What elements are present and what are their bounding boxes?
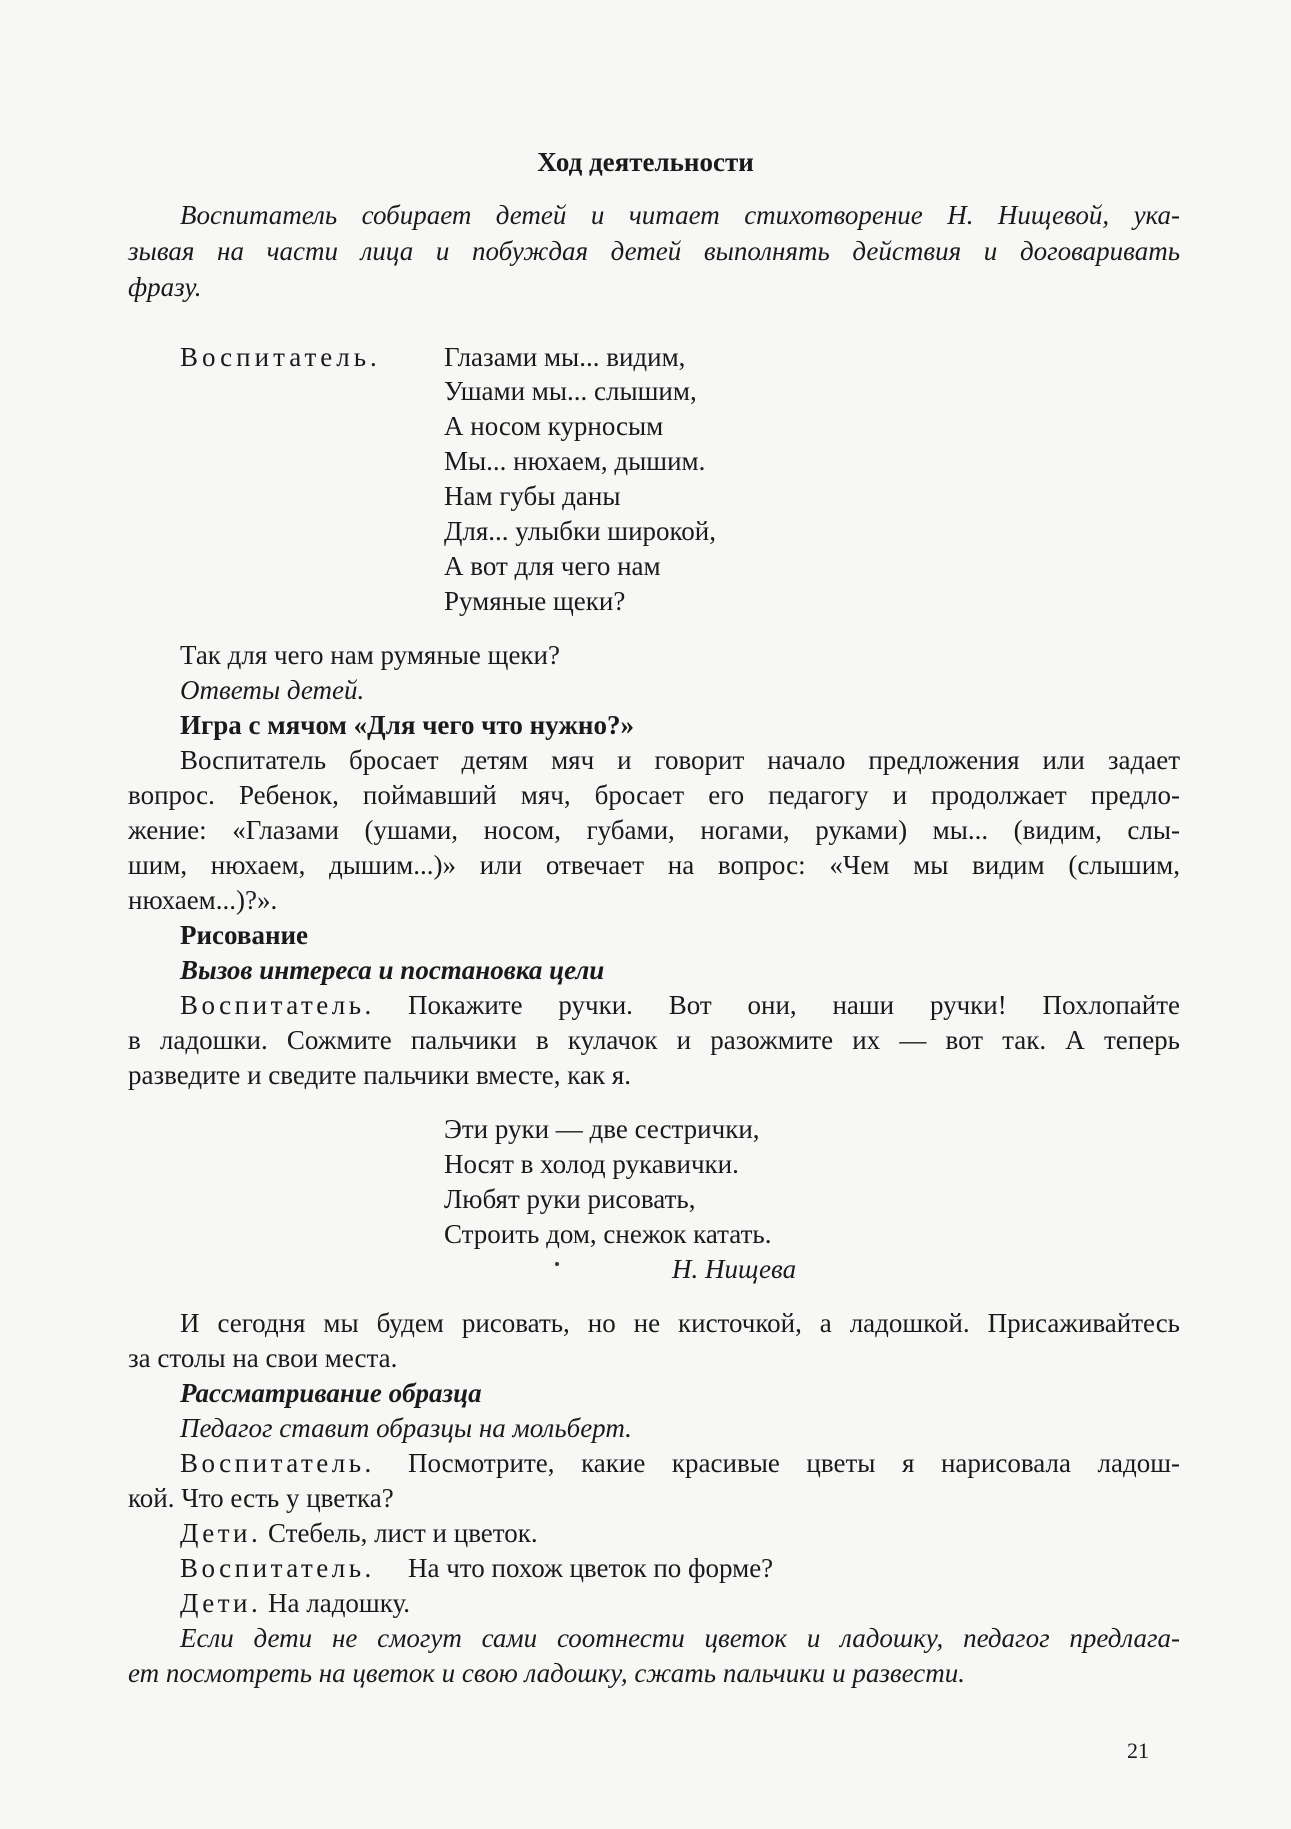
page-title: Ход деятельности — [537, 147, 754, 177]
intro-line-3: фразу. — [128, 272, 202, 302]
interest-text-line: разведите и сведите пальчики вместе, как я. — [128, 1060, 631, 1090]
poem1-line: Ушами мы... слышим, — [444, 376, 697, 406]
interest-text-line: в ладошки. Сожмите пальчики в кулачок и разожмите их — вот так. А теперь — [128, 1025, 1180, 1055]
today-text-line: И сегодня мы будем рисовать, но не кисточкой, а ладошкой. Присаживайтесь — [180, 1308, 1180, 1338]
answers-note: Ответы детей. — [180, 675, 365, 705]
sample-title: Рассматривание образца — [180, 1378, 482, 1408]
game-text-line: жение: «Глазами (ушами, носом, губами, ногами, руками) мы... (видим, слы- — [128, 815, 1180, 845]
interest-speaker: Воспитатель. — [180, 990, 375, 1020]
sample-note: Педагог ставит образцы на мольберт. — [180, 1413, 632, 1443]
interest-title: Вызов интереса и постановка цели — [180, 955, 605, 985]
poem1-line: А носом курносым — [444, 411, 664, 441]
drawing-title: Рисование — [180, 920, 309, 950]
question-text: Так для чего нам румяные щеки? — [180, 640, 560, 670]
poem2-line: Строить дом, снежок катать. — [444, 1219, 772, 1249]
poem2-line: Эти руки — две сестрички, — [444, 1114, 760, 1144]
dialogue-teacher-line: кой. Что есть у цветка? — [128, 1483, 394, 1513]
today-text-line: за столы на свои места. — [128, 1343, 398, 1373]
dialogue-teacher-line: На что похож цветок по форме? — [408, 1553, 774, 1583]
dialogue-teacher-line: Посмотрите, какие красивые цветы я нарисовала ладош- — [408, 1448, 1180, 1478]
game-text-line: шим, нюхаем, дышим...)» или отвечает на вопрос: «Чем мы видим (слышим, — [128, 850, 1180, 880]
final-note-line: ет посмотреть на цветок и свою ладошку, сжать пальчики и развести. — [128, 1658, 965, 1688]
poem2-line: Любят руки рисовать, — [444, 1184, 696, 1214]
dialogue-children-label: Дети. — [180, 1588, 262, 1618]
page-number: 21 — [1127, 1738, 1149, 1763]
poem2-author: Н. Нищева — [672, 1254, 797, 1284]
dialogue-teacher-label: Воспитатель. — [180, 1553, 375, 1583]
game-text-line: вопрос. Ребенок, поймавший мяч, бросает его педагогу и продолжает предло- — [128, 780, 1180, 810]
final-note-line: Если дети не смогут сами соотнести цветок и ладошку, педагог предлага- — [180, 1623, 1180, 1653]
dialogue-children-label: Дети. — [180, 1518, 262, 1548]
dialogue-children-line: Стебель, лист и цветок. — [268, 1518, 538, 1548]
poem1-line: Мы... нюхаем, дышим. — [444, 446, 706, 476]
poem1-line: Нам губы даны — [444, 481, 621, 511]
intro-line-2: зывая на части лица и побуждая детей выполнять действия и договаривать — [128, 236, 1180, 266]
game-title: Игра с мячом «Для чего что нужно?» — [180, 710, 634, 740]
poem1-line: Румяные щеки? — [444, 586, 626, 616]
interest-text-line: Покажите ручки. Вот они, наши ручки! Похлопайте — [408, 990, 1180, 1020]
game-text-line: Воспитатель бросает детям мяч и говорит начало предложения или задает — [180, 745, 1180, 775]
stray-dot — [555, 1262, 559, 1266]
dialogue-teacher-label: Воспитатель. — [180, 1448, 375, 1478]
dialogue-children-line: На ладошку. — [268, 1588, 411, 1618]
poem1-line: А вот для чего нам — [444, 551, 661, 581]
poem1-line: Глазами мы... видим, — [444, 342, 686, 372]
poem1-line: Для... улыбки широкой, — [444, 516, 716, 546]
poem2-line: Носят в холод рукавички. — [444, 1149, 739, 1179]
game-text-line: нюхаем...)?». — [128, 885, 278, 915]
poem1-speaker: Воспитатель. — [180, 342, 381, 372]
intro-line-1: Воспитатель собирает детей и читает стихотворение Н. Нищевой, ука- — [180, 200, 1180, 230]
